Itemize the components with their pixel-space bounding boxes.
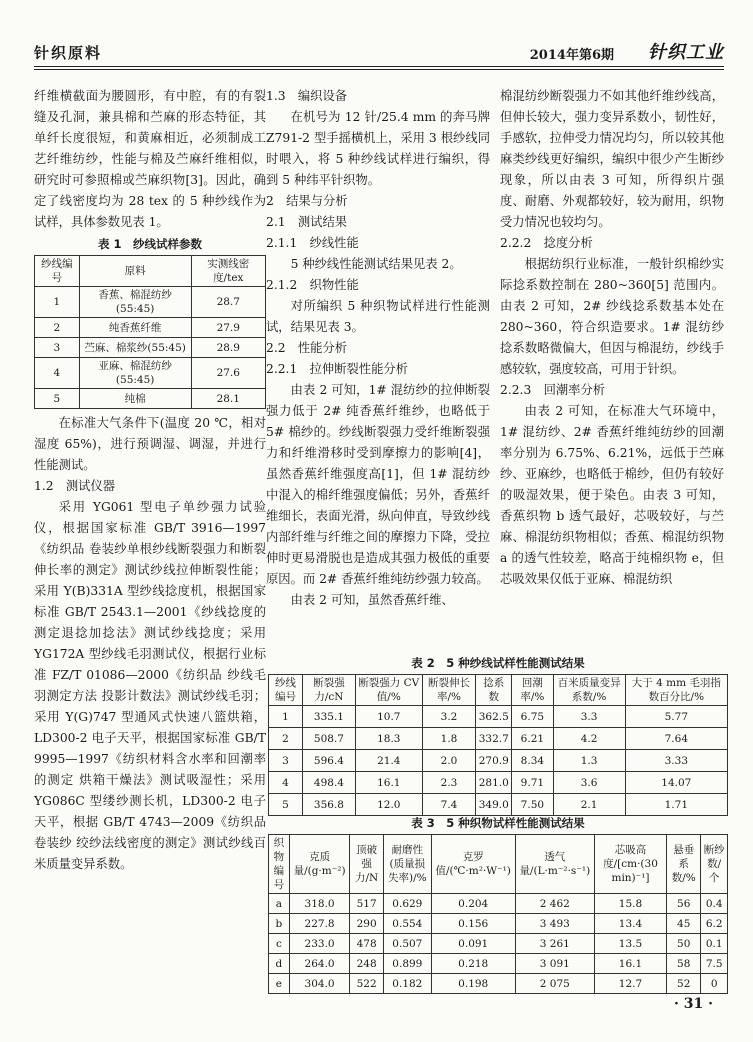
column-header: 克质量/(g·m⁻²)	[289, 835, 350, 894]
table-cell: 2.1	[553, 794, 625, 816]
table-row	[269, 750, 728, 772]
table-cell: 28.1	[191, 389, 265, 409]
table-cell: 21.4	[355, 750, 422, 772]
header-rule	[34, 66, 724, 67]
column-header: 实测线密度/tex	[191, 256, 265, 287]
column-header: 悬垂系数/%	[667, 835, 701, 894]
table-cell: 1.3	[553, 750, 625, 772]
column-header: 大于 4 mm 毛羽指数百分比/%	[625, 675, 727, 706]
table-cell: c	[269, 934, 290, 954]
table-cell: 4	[35, 358, 80, 389]
table-row	[269, 894, 728, 914]
table-cell: 248	[350, 954, 384, 974]
section-heading: 1.2 测试仪器	[34, 479, 116, 493]
column-header: 断裂强力 CV 值/%	[355, 675, 422, 706]
running-header	[34, 40, 724, 64]
section-heading: 2 结果与分析	[266, 194, 348, 208]
table-cell: 9.71	[512, 772, 553, 794]
table-row	[35, 389, 266, 409]
table-3-caption: 表 3 5 种织物试样性能测试结果	[411, 816, 585, 830]
table-cell: 0.899	[383, 954, 431, 974]
table-cell: 56	[667, 894, 701, 914]
paragraph: 对所编织 5 种织物试样进行性能测试，结果见表 3。	[266, 299, 490, 334]
table-cell: e	[269, 974, 290, 994]
table-cell: 2.0	[422, 750, 476, 772]
table-cell: 0.629	[383, 894, 431, 914]
table-cell: 0.218	[431, 954, 515, 974]
table-row	[35, 318, 266, 338]
table-header-row	[35, 256, 266, 287]
table-row	[269, 934, 728, 954]
table-cell: 1.8	[422, 728, 476, 750]
table-cell: 0.182	[383, 974, 431, 994]
column-header: 织物编号	[269, 835, 290, 894]
table-cell: 335.1	[302, 706, 355, 728]
section-heading: 2.2.1 拉伸断裂性能分析	[266, 362, 408, 376]
table-cell: 纯棉	[79, 389, 191, 409]
table-cell: 227.8	[289, 914, 350, 934]
table-row	[269, 954, 728, 974]
table-cell: 13.5	[594, 934, 666, 954]
section-heading: 2.2 性能分析	[266, 341, 348, 355]
table-cell: 50	[667, 934, 701, 954]
table-cell: 5.77	[625, 706, 727, 728]
column-header: 断裂伸长率/%	[422, 675, 476, 706]
paragraph: 由表 2 可知，在标准大气环境中，1# 混纺纱、2# 香蕉纤维纯纺纱的回潮率分别为 6.75%、6.21%，远低于苎麻纱、亚麻纱，也略低于棉纱，但仍有较好的吸湿效果，便于染色。由表 3 可知，香蕉织物 b 透气最好，芯吸较好，与苎麻、棉混纺织物相似；香蕉、棉混纺织物 a 的透气性较差，略高于纯棉织物 e，但芯吸效果仅低于亚麻、棉混纺织	[500, 404, 724, 586]
table-cell: 508.7	[302, 728, 355, 750]
table-cell: a	[269, 894, 290, 914]
table-row	[35, 338, 266, 358]
table-row	[269, 706, 728, 728]
table-cell: 3 091	[515, 954, 594, 974]
table-cell: 517	[350, 894, 384, 914]
table-cell: 522	[350, 974, 384, 994]
column-2	[266, 86, 490, 611]
table-cell: 3.3	[553, 706, 625, 728]
column-header: 顶破强力/N	[350, 835, 384, 894]
table-cell: 7.4	[422, 794, 476, 816]
column-3	[500, 86, 724, 590]
column-header: 耐磨性(质量损失率)/%	[383, 835, 431, 894]
table-cell: 4	[269, 772, 303, 794]
table-cell: 3.33	[625, 750, 727, 772]
paragraph: 由表 2 可知，1# 混纺纱的拉伸断裂强力低于 2# 纯香蕉纤维纱，也略低于 5# 棉纱的。纱线断裂强力受纤维断裂强力和纤维滑移时受到摩擦力的影响[4]，虽然香蕉纤维强度高[1]，但 1# 混纺纱中混入的棉纤维强度偏低；另外，香蕉纤维细长，表面光滑，纵向伸直，导致纱线内部纤维与纤维之间的摩擦力下降，受拉伸时更易滑脱也是造成其强力极低的重要原因。而 2# 香蕉纤维纯纺纱强力较高。	[266, 383, 490, 586]
header-rule-2	[34, 69, 724, 70]
table-cell: 0.1	[701, 934, 728, 954]
table-row	[269, 914, 728, 934]
column-header: 克罗值/(℃·m²·W⁻¹)	[431, 835, 515, 894]
table-cell: 304.0	[289, 974, 350, 994]
section-heading: 2.1.2 织物性能	[266, 278, 359, 292]
table-cell: 亚麻、棉混纺纱(55:45)	[79, 358, 191, 389]
column-header: 纱线编号	[35, 256, 80, 287]
paragraph: 棉混纺纱断裂强力不如其他纤维纱线高，但伸长较大，强力变异系数小，韧性好，手感软，拉伸受力情况均匀，所以较其他麻类纱线更好编织，编织中很少产生断纱现象，所以由表 3 可知，所得织片强度、耐磨、外观都较好，较为耐用，织物受力情况也较均匀。	[500, 89, 724, 229]
table-cell: 28.7	[191, 287, 265, 318]
table-2-caption: 表 2 5 种纱线试样性能测试结果	[411, 656, 585, 670]
table-cell: 478	[350, 934, 384, 954]
table-cell: 27.6	[191, 358, 265, 389]
table-cell: 0.554	[383, 914, 431, 934]
table-row	[35, 287, 266, 318]
table-row	[35, 358, 266, 389]
paragraph: 在标准大气条件下(温度 20 ℃，相对湿度 65%)，进行预调湿、调湿，并进行性能测试。	[34, 416, 266, 472]
table-2-block	[268, 652, 728, 816]
table-cell: 233.0	[289, 934, 350, 954]
paragraph: 根据纺织行业标准，一般针织棉纱实际捻系数控制在 280~360[5] 范围内。由表 2 可知，2# 纱线捻系数基本处在 280~360，符合织造要求。1# 混纺纱捻系数略微偏大，但因与棉混纺，纱线手感较软，强度较高，可用于针织。	[500, 257, 724, 376]
table-cell: 6.21	[512, 728, 553, 750]
paragraph: 在机号为 12 针/25.4 mm 的奔马牌 Z791-2 型手摇横机上，采用 3 根纱线同时喂入，将 5 种纱线试样进行编织，得到 5 种纬平针织物。	[266, 110, 490, 187]
section-heading: 2.2.2 捻度分析	[500, 236, 593, 250]
table-cell: 苎麻、棉浆纱(55:45)	[79, 338, 191, 358]
table-row	[269, 974, 728, 994]
table-1	[34, 255, 266, 409]
table-cell: b	[269, 914, 290, 934]
table-cell: 28.9	[191, 338, 265, 358]
section-heading: 2.1 测试结果	[266, 215, 348, 229]
column-header: 断纱数/个	[701, 835, 728, 894]
table-cell: 6.75	[512, 706, 553, 728]
table-cell: 0.4	[701, 894, 728, 914]
table-cell: 3 493	[515, 914, 594, 934]
column-header: 百米质量变异系数/%	[553, 675, 625, 706]
section-heading: 1.3 编织设备	[266, 89, 348, 103]
table-cell: 3	[35, 338, 80, 358]
table-cell: 318.0	[289, 894, 350, 914]
table-cell: 5	[35, 389, 80, 409]
table-cell: 58	[667, 954, 701, 974]
table-cell: 3	[269, 750, 303, 772]
page-number: · 31 ·	[674, 996, 713, 1012]
table-cell: 264.0	[289, 954, 350, 974]
table-3-block	[268, 812, 728, 994]
table-cell: 0.198	[431, 974, 515, 994]
table-2	[268, 674, 728, 816]
table-1-caption: 表 1 纱线试样参数	[97, 237, 202, 251]
table-cell: 15.8	[594, 894, 666, 914]
issue-label: 2014年第6期	[529, 48, 614, 63]
table-cell: 12.7	[594, 974, 666, 994]
column-header: 断裂强力/cN	[302, 675, 355, 706]
table-cell: 290	[350, 914, 384, 934]
table-cell: 281.0	[476, 772, 512, 794]
table-cell: 1.71	[625, 794, 727, 816]
table-cell: 498.4	[302, 772, 355, 794]
paragraph: 由表 2 可知，虽然香蕉纤维、	[290, 593, 454, 607]
table-cell: 6.2	[701, 914, 728, 934]
table-cell: 16.1	[594, 954, 666, 974]
section-heading: 2.1.1 纱线性能	[266, 236, 359, 250]
table-row	[269, 728, 728, 750]
table-cell: d	[269, 954, 290, 974]
table-cell: 3.2	[422, 706, 476, 728]
table-cell: 8.34	[512, 750, 553, 772]
table-cell: 0.091	[431, 934, 515, 954]
column-header: 捻系数	[476, 675, 512, 706]
table-cell: 356.8	[302, 794, 355, 816]
table-cell: 596.4	[302, 750, 355, 772]
section-heading: 2.2.3 回潮率分析	[500, 383, 606, 397]
table-cell: 45	[667, 914, 701, 934]
table-cell: 0.204	[431, 894, 515, 914]
table-cell: 270.9	[476, 750, 512, 772]
table-3	[268, 834, 728, 994]
table-cell: 12.0	[355, 794, 422, 816]
table-cell: 5	[269, 794, 303, 816]
table-cell: 2	[35, 318, 80, 338]
column-header: 原料	[79, 256, 191, 287]
table-cell: 7.50	[512, 794, 553, 816]
table-cell: 3.6	[553, 772, 625, 794]
table-row	[269, 772, 728, 794]
column-header: 透气量/(L·m⁻²·s⁻¹)	[515, 835, 594, 894]
table-cell: 1	[269, 706, 303, 728]
table-cell: 4.2	[553, 728, 625, 750]
table-cell: 14.07	[625, 772, 727, 794]
table-cell: 7.64	[625, 728, 727, 750]
table-cell: 2 462	[515, 894, 594, 914]
table-cell: 16.1	[355, 772, 422, 794]
table-header-row	[269, 675, 728, 706]
table-cell: 52	[667, 974, 701, 994]
column-header: 纱线编号	[269, 675, 303, 706]
table-cell: 10.7	[355, 706, 422, 728]
table-cell: 1	[35, 287, 80, 318]
table-cell: 7.5	[701, 954, 728, 974]
table-cell: 0.156	[431, 914, 515, 934]
column-header: 芯吸高度/[cm·(30 min)⁻¹]	[594, 835, 666, 894]
table-cell: 2.3	[422, 772, 476, 794]
table-cell: 3 261	[515, 934, 594, 954]
journal-name: 针织工业	[648, 42, 724, 63]
table-header-row	[269, 835, 728, 894]
table-cell: 349.0	[476, 794, 512, 816]
paragraph: 采用 YG061 型电子单纱强力试验仪，根据国家标准 GB/T 3916—1997《纺织品 卷装纱单根纱线断裂强力和断裂伸长率的测定》测试纱线拉伸断裂性能；采用 Y(B)331A 型纱线捻度机，根据国家标准 GB/T 2543.1—2001《纱线捻度的测定退捻加捻法》测试纱线捻度；采用 YG172A 型纱线毛羽测试仪，根据行业标准 FZ/T 01086—2000《纺织品 纱线毛羽测定方法 投影计数法》测试纱线毛羽；采用 Y(G)747 型通风式快速八篮烘箱，LD300-2 电子天平，根据国家标准 GB/T 9995—1997《纺织材料含水率和回潮率的测定 烘箱干燥法》测试吸湿性；采用 YG086C 型缕纱测长机，LD300-2 电子天平，根据 GB/T 4743—2009《纺织品 卷装纱 绞纱法线密度的测定》测试纱线百米质量变异系数。	[34, 500, 266, 871]
table-cell: 18.3	[355, 728, 422, 750]
table-cell: 纯香蕉纤维	[79, 318, 191, 338]
table-cell: 0.507	[383, 934, 431, 954]
table-cell: 2	[269, 728, 303, 750]
table-cell: 香蕉、棉混纺纱(55:45)	[79, 287, 191, 318]
column-header: 回潮率/%	[512, 675, 553, 706]
table-cell: 27.9	[191, 318, 265, 338]
table-cell: 332.7	[476, 728, 512, 750]
section-label: 针织原料	[34, 44, 103, 62]
table-cell: 0	[701, 974, 728, 994]
paragraph: 纤维横截面为腰圆形，有中腔，有的有裂缝及孔洞，兼具棉和苎麻的形态特征，其单纤长度很短，和黄麻相近，必须制成工艺纤维纺纱，性能与棉及苎麻纤维相似，研究时可参照棉或苎麻织物[3]。因此，确定了线密度均为 28 tex 的 5 种纱线作为试样，具体参数见表 1。	[34, 89, 266, 229]
column-1	[34, 86, 266, 875]
table-cell: 362.5	[476, 706, 512, 728]
table-cell: 2 075	[515, 974, 594, 994]
paragraph: 5 种纱线性能测试结果见表 2。	[290, 257, 462, 271]
table-cell: 13.4	[594, 914, 666, 934]
